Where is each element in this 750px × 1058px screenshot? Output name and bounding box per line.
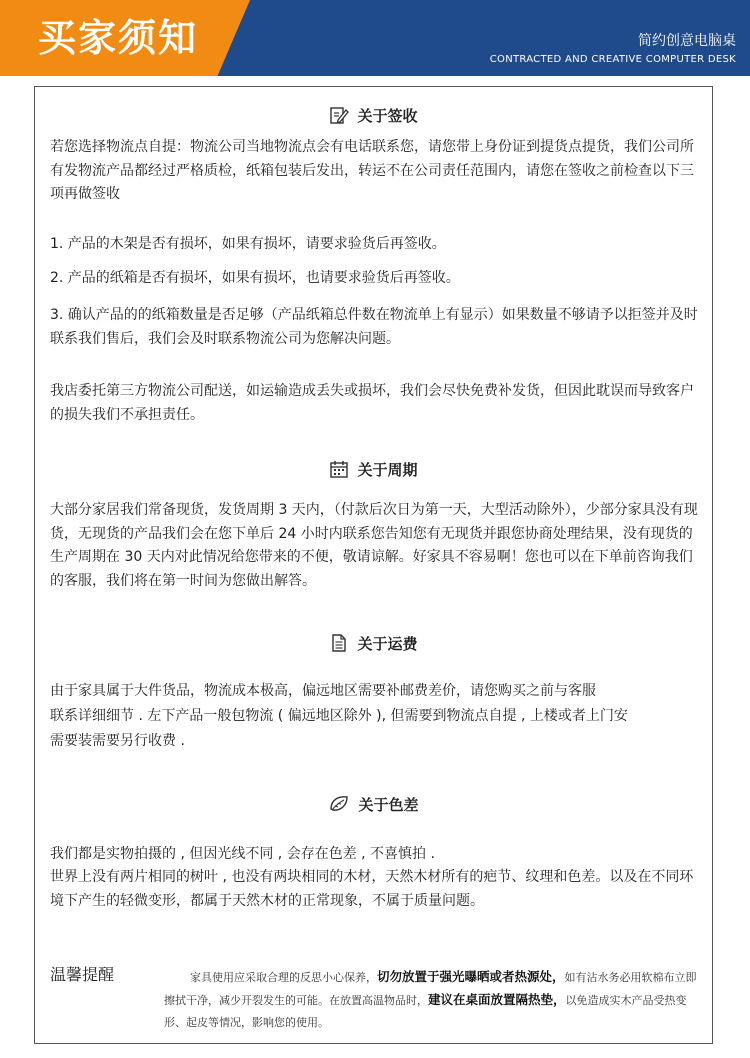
section-heading-color bbox=[34, 794, 713, 816]
section-heading-shipping bbox=[34, 633, 713, 655]
sign-note: 我店委托第三方物流公司配送，如运输造成丢失或损坏，我们会尽快免费补发货，但因此耽误而导致客户的损失我们不承担责任。 bbox=[50, 383, 694, 423]
tips-segment: 家具使用应采取合理的反思小心保养， bbox=[190, 971, 377, 984]
section-title: 关于运费 bbox=[357, 635, 418, 653]
tips-emphasis: 建议在桌面放置隔热垫， bbox=[428, 992, 566, 1007]
shipping-line-3: 需要装需要另行收费 . bbox=[50, 733, 185, 749]
sign-item-3: 3. 确认产品的的纸箱数量是否足够（产品纸箱总件数在物流单上有显示）如果数量不够请予以拒签并及时联系我们售后，我们会及时联系物流公司为您解决问题。 bbox=[50, 307, 698, 347]
section-heading-sign bbox=[34, 105, 713, 127]
section-title: 关于周期 bbox=[357, 461, 418, 479]
header-banner bbox=[0, 0, 750, 76]
sign-intro: 若您选择物流点自提：物流公司当地物流点会有电话联系您，请您带上身份证到提货点提货，我们公司所有发物流产品都经过严格质检，纸箱包装后发出，转运不在公司责任范围内，请您在签收之前检查以下三项再做签收 bbox=[50, 139, 694, 202]
header-subtitle-en: CONTRACTED AND CREATIVE COMPUTER DESK bbox=[489, 54, 736, 65]
sign-item-1: 1. 产品的木架是否有损坏，如果有损坏，请要求验货后再签收。 bbox=[50, 236, 446, 252]
tips-segment: 以免造成实木产品受热变形、起皮等情况，影响您的使用。 bbox=[164, 994, 687, 1029]
shipping-line-1: 由于家具属于大件货品，物流成本极高，偏远地区需要补邮费差价，请您购买之前与客服 bbox=[50, 683, 596, 699]
tips-emphasis: 切勿放置于强光曝晒或者热源处， bbox=[377, 969, 565, 984]
tips-segment: 如有沾水务必用软棉布立即擦拭干净，减少开裂发生的可能。在放置高温物品时， bbox=[164, 971, 697, 1007]
pen-paper-icon bbox=[329, 105, 349, 125]
shipping-line-2: 联系详细细节 . 左下产品一般包物流 ( 偏远地区除外 ), 但需要到物流点自提 , 上楼或者上门安 bbox=[50, 708, 628, 724]
cycle-text: 大部分家居我们常备现货，发货周期 3 天内，（付款后次日为第一天，大型活动除外），少部分家具没有现货，无现货的产品我们会在您下单后 24 小时内联系您告知您有无现货并跟您协商处理结果，没有现货的生产周期在 30 天内对此情况给您带来的不便，敬请谅解。好家具不容易啊！您也可以在下单前咨询我们的客服，我们将在第一时间为您做出解答。 bbox=[50, 502, 698, 589]
header-subtitle: 简约创意电脑桌 bbox=[638, 33, 736, 49]
color-text: 世界上没有两片相同的树叶 , 也没有两块相同的木材，天然木材所有的疤节、纹理和色差。以及在不同环境下产生的轻微变形，都属于天然木材的正常现象，不属于质量问题。 bbox=[50, 869, 694, 909]
section-title: 关于签收 bbox=[357, 107, 418, 125]
page-title: 买家须知 bbox=[38, 16, 199, 60]
sign-item-2: 2. 产品的纸箱是否有损坏，如果有损坏，也请要求验货后再签收。 bbox=[50, 270, 460, 286]
document-icon bbox=[329, 633, 349, 653]
leaf-icon bbox=[328, 794, 350, 814]
color-line-1: 我们都是实物拍摄的 , 但因光线不同 , 会存在色差 , 不喜慎拍 . bbox=[50, 846, 435, 862]
section-title: 关于色差 bbox=[358, 796, 419, 814]
section-heading-cycle bbox=[34, 459, 713, 481]
tips-text bbox=[164, 966, 704, 1034]
calendar-icon bbox=[329, 459, 349, 479]
tips-title: 温馨提醒 bbox=[50, 965, 115, 984]
